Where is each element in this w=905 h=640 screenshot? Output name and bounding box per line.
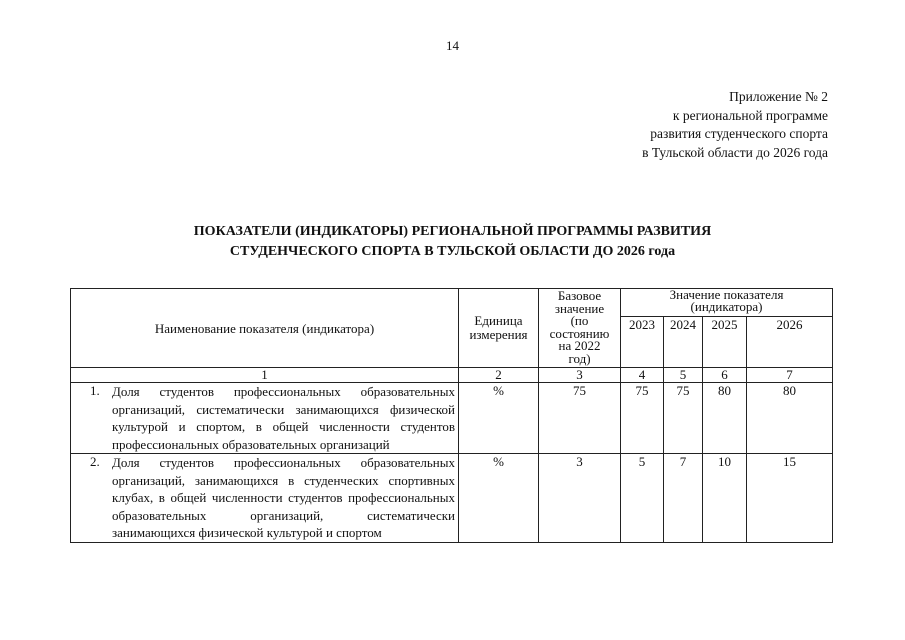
header-group-line: Значение показателя — [669, 287, 784, 302]
header-base-line: на 2022 — [558, 338, 601, 353]
header-base-line: год) — [568, 350, 591, 366]
header-unit-line: измерения — [469, 327, 528, 342]
header-values-group — [621, 289, 833, 317]
appendix-line: Приложение № 2 — [729, 89, 828, 104]
column-number: 3 — [539, 368, 621, 383]
indicators-table — [70, 288, 833, 543]
column-number: 7 — [747, 368, 833, 383]
value-2025-cell: 80 — [703, 383, 747, 454]
column-number: 6 — [703, 368, 747, 383]
value-2024-cell: 7 — [664, 454, 703, 543]
value-2023-cell: 5 — [621, 454, 664, 543]
header-year-2026: 2026 — [747, 317, 833, 368]
page-number: 14 — [446, 38, 459, 53]
unit-cell: % — [459, 454, 539, 543]
column-number: 5 — [664, 368, 703, 383]
column-number: 1 — [71, 368, 459, 383]
appendix-line: в Тульской области до 2026 года — [642, 144, 828, 160]
header-year-2025: 2025 — [703, 317, 747, 368]
header-unit-line: Единица — [474, 313, 523, 328]
indicator-name-cell — [71, 454, 459, 543]
indicator-name-cell — [71, 383, 459, 454]
header-base-line: (по — [570, 313, 589, 328]
title-line-2: СТУДЕНЧЕСКОГО СПОРТА В ТУЛЬСКОЙ ОБЛАСТИ ДО 2026 года — [229, 244, 676, 259]
header-name: Наименование показателя (индикатора) — [71, 289, 459, 368]
value-2025-cell: 10 — [703, 454, 747, 543]
header-base — [539, 289, 621, 368]
value-2024-cell: 75 — [664, 383, 703, 454]
column-number: 4 — [621, 368, 664, 383]
value-2023-cell: 75 — [621, 383, 664, 454]
column-numbers-row — [71, 368, 833, 383]
value-2026-cell: 15 — [747, 454, 833, 543]
header-base-line: значение — [554, 300, 605, 316]
appendix-line: развития студенческого спорта — [650, 126, 828, 141]
title-line-1: ПОКАЗАТЕЛИ (ИНДИКАТОРЫ) РЕГИОНАЛЬНОЙ ПРОГРАММЫ РАЗВИТИЯ — [193, 224, 712, 239]
indicator-name: Доля студентов профессиональных образовательных организаций, систематически занимающихся физической культурой и спортом, в общей численности студентов профессиональных образовательных организаций — [112, 384, 455, 452]
value-2026-cell: 80 — [747, 383, 833, 454]
base-value-cell: 75 — [539, 383, 621, 454]
unit-cell: % — [459, 383, 539, 454]
indicator-name: Доля студентов профессиональных образовательных организаций, занимающихся в студенческих спортивных клубах, в общей численности студентов профессиональных образовательных организаций, систематически занимающихся физической культурой и спортом — [112, 455, 455, 540]
document-title — [80, 222, 825, 262]
appendix-note — [468, 88, 828, 162]
header-base-line: Базовое — [557, 288, 602, 303]
base-value-cell: 3 — [539, 454, 621, 543]
table-row — [71, 454, 833, 543]
header-year-2024: 2024 — [664, 317, 703, 368]
header-unit — [459, 289, 539, 368]
header-group-line: (индикатора) — [690, 299, 763, 314]
table-row — [71, 383, 833, 454]
header-base-line: состоянию — [549, 325, 610, 341]
column-number: 2 — [459, 368, 539, 383]
header-year-2023: 2023 — [621, 317, 664, 368]
appendix-line: к региональной программе — [672, 107, 828, 123]
row-index: 2. — [90, 454, 100, 469]
row-index: 1. — [90, 383, 100, 398]
